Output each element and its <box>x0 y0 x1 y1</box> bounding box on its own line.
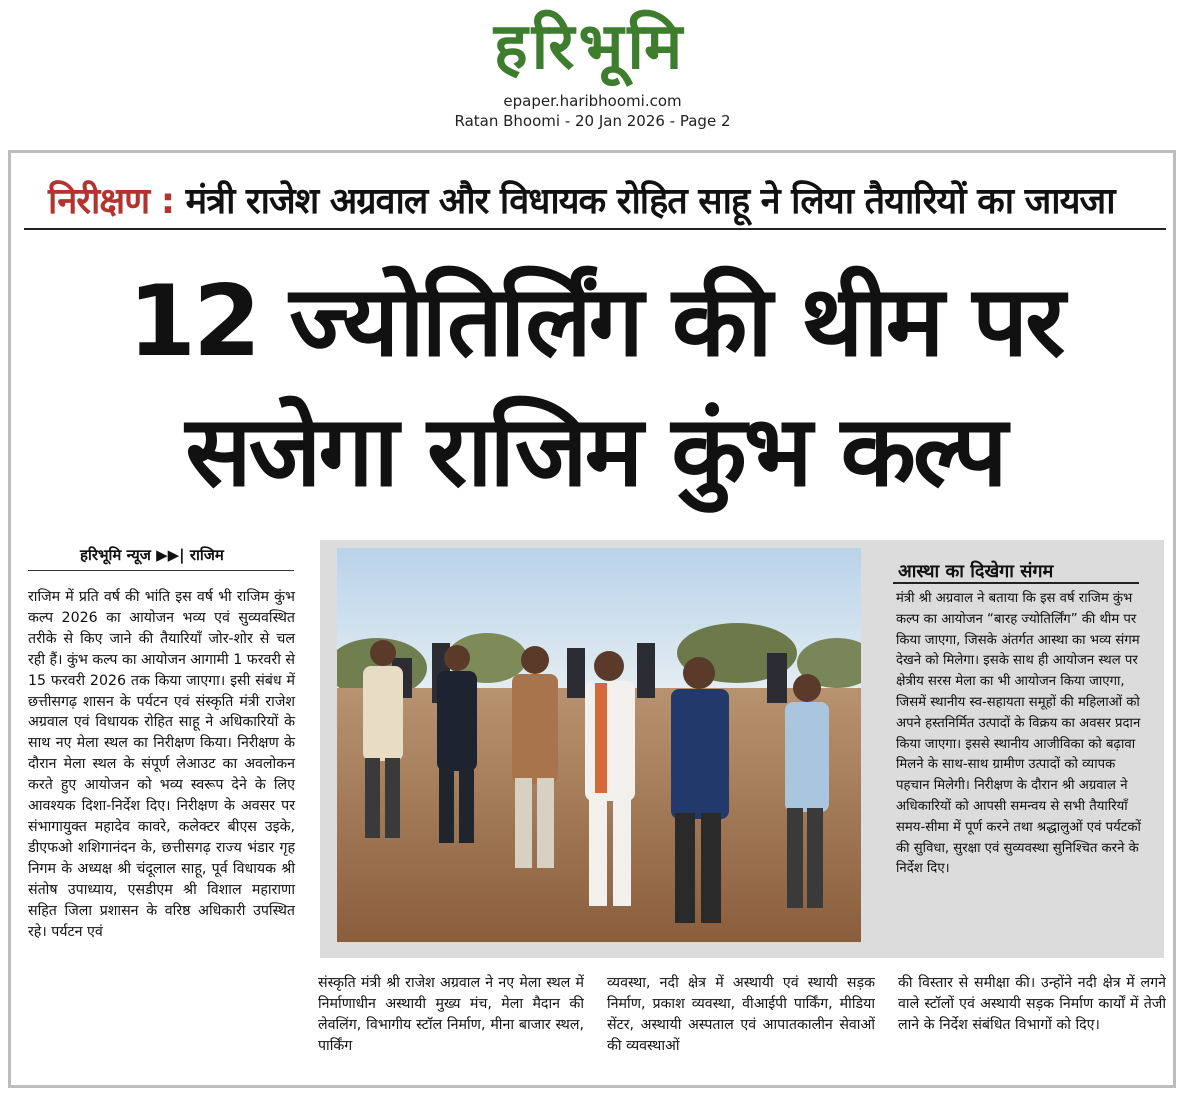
article-column-3: व्यवस्था, नदी क्षेत्र में अस्थायी एवं स्थायी सड़क निर्माण, प्रकाश व्यवस्था, वीआईपी पार्किंग, मीडिया सेंटर, अस्थायी अस्पताल एवं आपातकालीन सेवाओं की व्यवस्थाओं <box>607 975 875 1054</box>
kicker-divider <box>24 228 1166 230</box>
sidebar-title: आस्था का दिखेगा संगम <box>898 561 1054 582</box>
inspection-photo <box>337 548 861 942</box>
newspaper-logo[interactable]: हरिभूमि <box>493 10 687 84</box>
kicker-tag: निरीक्षण : <box>48 181 175 222</box>
sidebar-text: मंत्री श्री अग्रवाल ने बताया कि इस वर्ष राजिम कुंभ कल्प का आयोजन “बारह ज्योतिर्लिंग” की थीम पर किया जाएगा, जिसके अंतर्गत आस्था का भव्य संगम देखने को मिलेगा। इसके साथ ही आयोजन स्थल पर क्षेत्रीय सरस मेला का भी आयोजन किया जाएगा, जिसमें स्थानीय स्व-सहायता समूहों की महिलाओं को अपने हस्तनिर्मित उत्पादों के विक्रय का अवसर प्रदान किया जाएगा। इससे स्थानीय आजीविका को बढ़ावा मिलने के साथ-साथ ग्रामीण उत्पादों को व्यापक पहचान मिलेगी। निरीक्षण के दौरान श्री अग्रवाल ने अधिकारियों को आपसी समन्वय से सभी तैयारियाँ समय-सीमा में पूर्ण करने तथा श्रद्धालुओं एवं पर्यटकों की सुविधा, सुरक्षा एवं सुव्यवस्था सुनिश्चित करने के निर्देश दिए। <box>896 591 1141 877</box>
byline: हरिभूमि न्यूज ▶▶| राजिम <box>80 546 224 564</box>
article-column-4: की विस्तार से समीक्षा की। उन्होंने नदी क्षेत्र में लगने वाले स्टॉलों एवं अस्थायी सड़क निर्माण कार्यों में तेजी लाने के निर्देश संबंधित विभागों को दिए। <box>898 975 1166 1033</box>
headline-line-1: 12 ज्योतिर्लिंग की थीम पर <box>127 265 1063 379</box>
site-url[interactable]: epaper.haribhoomi.com <box>503 92 682 110</box>
article-column-2: संस्कृति मंत्री श्री राजेश अग्रवाल ने नए मेला स्थल में निर्माणाधीन अस्थायी मुख्य मंच, मेला मैदान की लेवलिंग, विभागीय स्टॉल निर्माण, मीना बाजार स्थल, पार्किंग <box>318 975 584 1054</box>
edition-dateline: Ratan Bhoomi - 20 Jan 2026 - Page 2 <box>454 112 731 130</box>
kicker-line <box>48 176 1168 228</box>
kicker-text: मंत्री राजेश अग्रवाल और विधायक रोहित साहू ने लिया तैयारियों का जायजा <box>185 181 1115 222</box>
masthead <box>0 0 1185 150</box>
article-column-1: राजिम में प्रति वर्ष की भांति इस वर्ष भी राजिम कुंभ कल्प 2026 का आयोजन भव्य एवं सुव्यवस्थित तरीके से किए जाने की तैयारियाँ जोर-शोर से चल रही हैं। कुंभ कल्प का आयोजन आगामी 1 फरवरी से 15 फरवरी 2026 तक किया जाएगा। इसी संबंध में छत्तीसगढ़ शासन के पर्यटन एवं संस्कृति मंत्री राजेश अग्रवाल एवं विधायक रोहित साहू ने अधिकारियों के साथ नए मेला स्थल का निरीक्षण किया। निरीक्षण के दौरान मेला स्थल के संपूर्ण लेआउट का अवलोकन करते हुए आयोजन को भव्य स्वरूप देने के लिए आवश्यक दिशा-निर्देश दिए। निरीक्षण के अवसर पर संभागायुक्त महादेव कावरे, कलेक्टर बीएस उइके, डीएफओ शशिगानंदन के, छत्तीसगढ़ राज्य भंडार गृह निगम के अध्यक्ष श्री चंदूलाल साहू, पूर्व विधायक श्री संतोष उपाध्याय, एसडीएम श्री विशाल महाराणा सहित जिला प्रशासन के वरिष्ठ अधिकारी उपस्थित रहे। पर्यटन एवं <box>28 589 295 940</box>
byline-divider <box>28 570 294 571</box>
headline-line-2: सजेगा राजिम कुंभ कल्प <box>185 395 1005 509</box>
sidebar-divider <box>893 582 1139 584</box>
